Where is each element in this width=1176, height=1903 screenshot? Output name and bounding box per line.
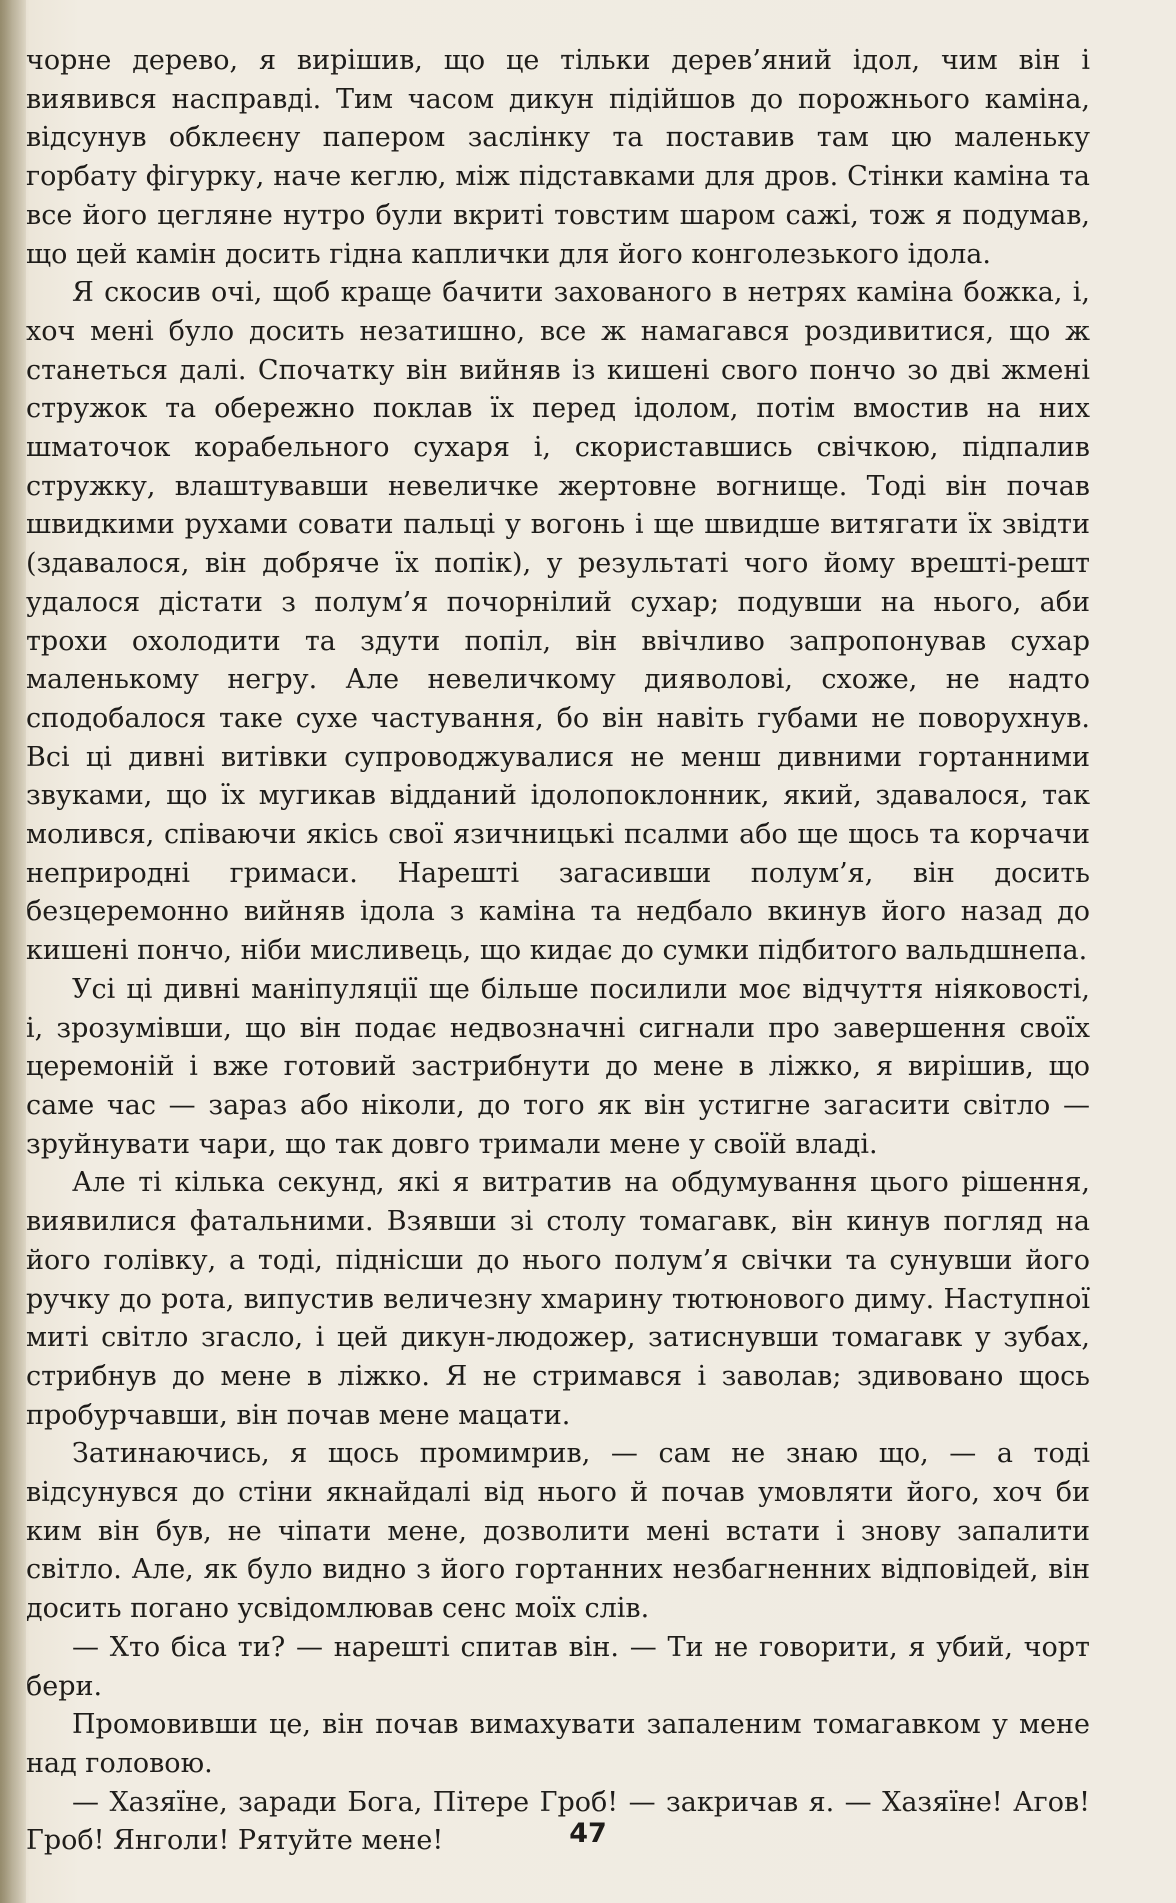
page-text xyxy=(26,42,1090,1861)
dialogue-line: — Хто біса ти? — нарешті спитав він. — Ти не говорити, я убий, чорт бери. xyxy=(26,1631,1090,1702)
paragraph: Усі ці дивні маніпуляції ще більше посилили моє відчуття ніяковості, і, зрозумівши, що він подає недвозначні сигнали про завершення своїх церемоній і вже готовий застрибнути до мене в ліжко, я вирішив, що саме час — зараз або ніколи, до того як він устигне загасити світло — зруйнувати чари, що так довго тримали мене у своїй владі. xyxy=(26,973,1090,1160)
paragraph: Я скосив очі, щоб краще бачити захованого в нетрях каміна божка, і, хоч мені було досить незатишно, все ж намагався роздивитися, що ж станеться далі. Спочатку він вийняв із кишені свого пончо зо дві жмені стружок та обережно поклав їх перед ідолом, потім вмостив на них шматочок корабельного сухаря і, скориставшись свічкою, підпалив стружку, влаштувавши невеличке жертовне вогнище. Тоді він почав швидкими рухами совати пальці у вогонь і ще швидше витягати їх звідти (здавалося, він добряче їх попік), у результаті чого йому врешті-решт удалося дістати з полум’я почорнілий сухар; подувши на нього, аби трохи охолодити та здути попіл, він ввічливо запропонував сухар маленькому негру. Але невеличкому дияволові, схоже, не надто сподобалося таке сухе частування, бо він навіть губами не поворухнув. Всі ці дивні витівки супроводжувалися не менш дивними гортанними звуками, що їх мугикав відданий ідолопоклонник, який, здавалося, так молився, співаючи якісь свої язичницькі псалми або ще щось та корчачи неприродні гримаси. Нарешті загасивши полум’я, він досить безцеремонно вийняв ідола з каміна та недбало вкинув його назад до кишені пончо, ніби мисливець, що кидає до сумки підбитого вальдшнепа. xyxy=(26,277,1090,967)
paragraph-continued: чорне дерево, я вирішив, що це тільки дерев’яний ідол, чим він і виявився насправді. Тим часом дикун підійшов до порожнього каміна, відсунув обклеєну папером заслінку та поставив там цю маленьку горбату фігурку, наче кеглю, між підставками для дров. Стінки каміна та все його цегляне нутро були вкриті товстим шаром сажі, тож я подумав, що цей камін досить гідна каплички для його конголезького ідола. xyxy=(26,45,1090,270)
paragraph: Але ті кілька секунд, які я витратив на обдумування цього рішення, виявилися фатальними. Взявши зі столу томагавк, він кинув погляд на його голівку, а тоді, піднісши до нього полум’я свічки та сунувши його ручку до рота, випустив величезну хмарину тютюнового диму. Наступної миті світло згасло, і цей дикун-людожер, затиснувши томагавк у зубах, стрибнув до мене в ліжко. Я не стримався і заволав; здивовано щось пробурчавши, він почав мене мацати. xyxy=(26,1167,1090,1431)
page-number: 47 xyxy=(569,1818,607,1849)
book-spine-shadow xyxy=(0,0,26,1903)
paragraph: Промовивши це, він почав вимахувати запаленим томагавком у мене над головою. xyxy=(26,1709,1090,1779)
paragraph: Затинаючись, я щось промимрив, — сам не знаю що, — а тоді відсунувся до стіни якнайдалі від нього й почав умовляти його, хоч би ким він був, не чіпати мене, дозволити мені встати і знову запалити світло. Але, як було видно з його гортанних незбагненних відповідей, він досить погано усвідомлював сенс моїх слів. xyxy=(26,1438,1090,1625)
dialogue-line: — Хазяїне, заради Бога, Пітере Гроб! — закричав я. — Хазяїне! Агов! Гроб! Янголи! Рятуйте мене! xyxy=(26,1786,1090,1857)
